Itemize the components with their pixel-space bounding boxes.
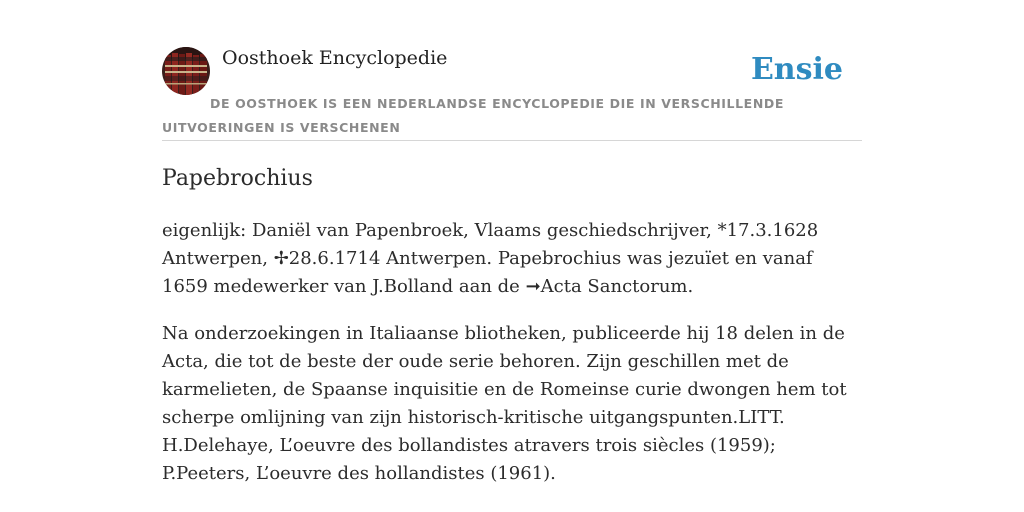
brand-logo[interactable]: Ensie	[750, 52, 843, 87]
site-title[interactable]: Oosthoek Encyclopedie	[222, 47, 448, 69]
page-title: Papebrochius	[162, 166, 313, 191]
avatar[interactable]	[162, 47, 210, 95]
paragraph-1-end: .	[687, 276, 694, 297]
article	[162, 163, 862, 507]
acta-sanctorum-link[interactable]: ➞Acta Sanctorum	[525, 276, 688, 297]
site-header	[162, 46, 862, 141]
article-paragraph-2: Na onderzoekingen in Italiaanse bliotheken, publiceerde hij 18 delen in de Acta, die tot de beste der oude serie behoren. Zijn geschillen met de karmelieten, de Spaanse inquisitie en de Romeinse curie dwongen hem tot scherpe omlijning van zijn historisch-kritische uitgangspunten.LITT. H.Delehaye, L’oeuvre des bollandistes atravers trois siècles (1959); P.Peeters, L’oeuvre des hollandistes (1961).	[162, 323, 847, 484]
site-tagline: DE OOSTHOEK IS EEN NEDERLANDSE ENCYCLOPEDIE DIE IN VERSCHILLENDE UITVOERINGEN IS VERSCHENEN	[162, 96, 784, 135]
article-paragraph-1	[162, 217, 862, 301]
paragraph-1-text: eigenlijk: Daniël van Papenbroek, Vlaams geschiedschrijver, *17.3.1628 Antwerpen, ✢28.6.1714 Antwerpen. Papebrochius was jezuïet en vanaf 1659 medewerker van J.Bolland aan de	[162, 220, 819, 297]
book-spines-icon	[162, 47, 210, 95]
